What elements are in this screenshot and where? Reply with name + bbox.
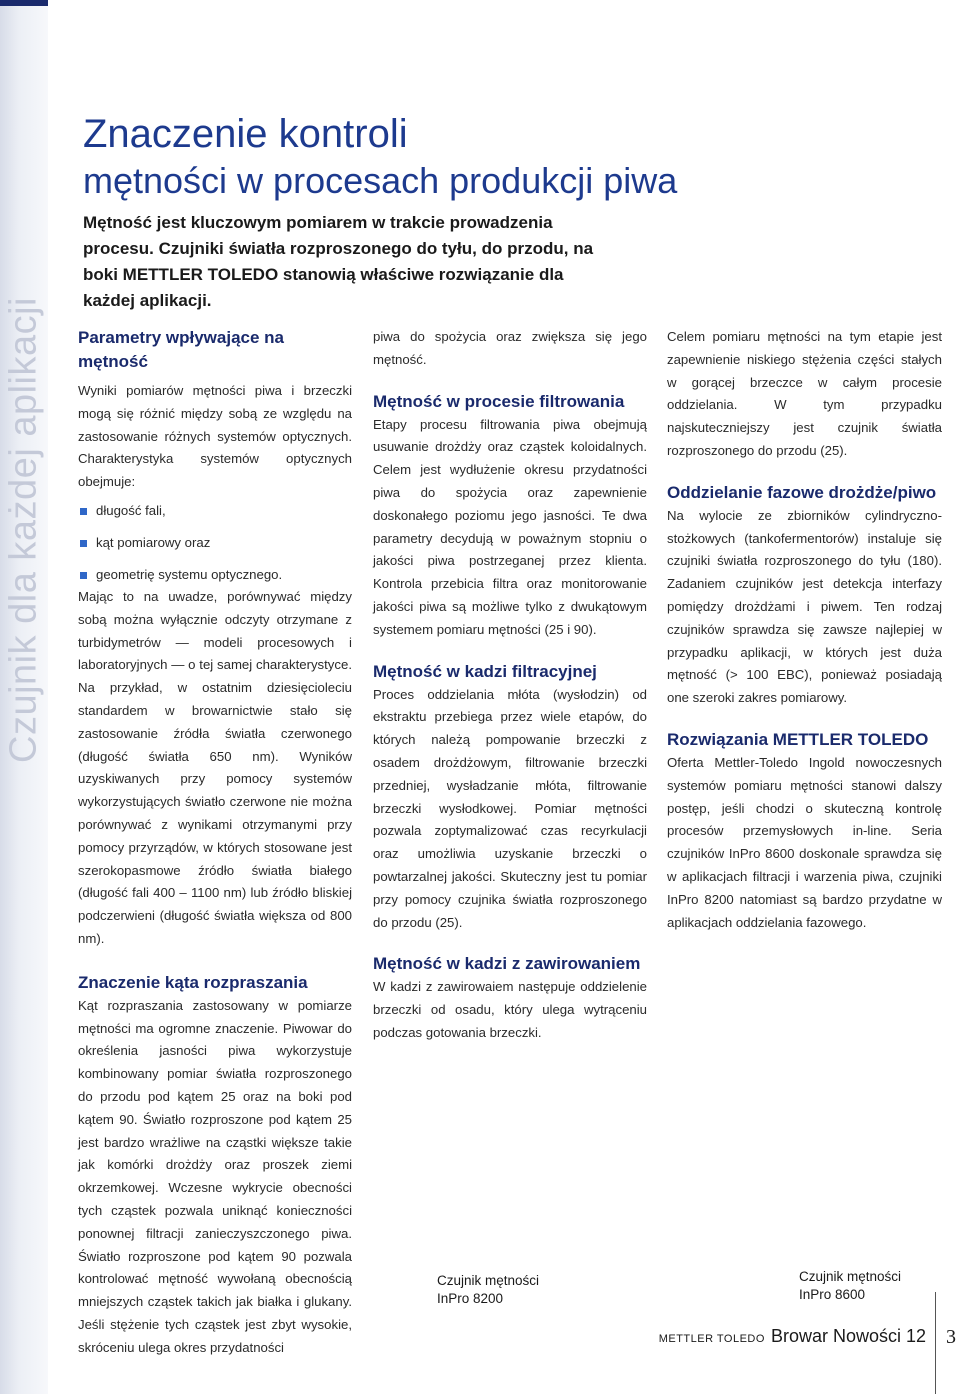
paragraph: Oferta Mettler-Toledo Ingold nowoczesnych systemów pomiaru mętności stanowi dalszy postęp, jeśli chodzi o skuteczną kontrolę procesów przemysłowych in-line. Seria czujników InPro 8600 doskonale sprawdza się w aplikacjach filtracji i warzenia piwa, czujniki InPro 8200 natomiast są bardzo przydatne w aplikacjach oddzielania fazowego.	[667, 754, 942, 930]
sidebar-top-bar	[0, 0, 48, 6]
page-number: 3	[946, 1326, 956, 1348]
footer-divider	[935, 1292, 936, 1394]
page-title-line1: Znaczenie kontroli	[83, 112, 408, 156]
page-title-line2: mętności w procesach produkcji piwa	[83, 160, 678, 201]
paragraph: piwa do spożycia oraz zwiększa się jego mętność.	[373, 329, 647, 367]
list-item-text: kąt pomiarowy oraz	[96, 534, 211, 550]
paragraph: Etapy procesu filtrowania piwa obejmują usuwanie drożdży oraz cząstek koloidalnych. Celem jest wydłużenie okresu przydatności piwa do spożycia oraz zapewnienie doskonałego poziomu jego jasności. Te dwa parametry decydują w poważnym stopniu o jakości piwa postrzeganej przez klienta. Kontrola przebicia filtra oraz monitorowanie jakości piwa są możliwe tylko z dwukątowym systemem pomiaru mętności (25 i 90).	[373, 416, 647, 637]
column-3	[667, 326, 942, 934]
heading-filtration: Mętność w procesie filtrowania	[373, 391, 625, 411]
caption-line: Czujnik mętności	[437, 1273, 540, 1288]
bullet-square-icon	[80, 572, 87, 579]
sidebar-band	[0, 0, 48, 1394]
caption-line: InPro 8200	[437, 1291, 504, 1306]
paragraph: Wyniki pomiarów mętności piwa i brzeczki mogą się różnić między sobą ze względu na zastosowanie różnych systemów optycznych. Charakterystyka systemów optycznych obejmuje:	[78, 383, 352, 490]
sidebar-vertical-title: Czujnik dla każdej aplikacji	[2, 297, 45, 763]
caption-inpro-8200	[437, 1272, 539, 1308]
bullet-list	[78, 500, 352, 586]
heading-scatter-angle: Znaczenie kąta rozpraszania	[78, 972, 308, 992]
column-1	[78, 326, 352, 1359]
list-item	[78, 564, 352, 586]
footer-publication: Browar Nowości 12	[770, 1326, 926, 1346]
caption-line: InPro 8600	[799, 1287, 866, 1302]
column-2	[373, 326, 647, 1045]
heading-whirlpool: Mętność w kadzi z zawirowaniem	[373, 954, 641, 974]
bullet-square-icon	[80, 508, 87, 515]
bullet-square-icon	[80, 540, 87, 547]
heading-yeast-separation: Oddzielanie fazowe drożdże/piwo	[667, 482, 937, 502]
paragraph: Na wylocie ze zbiorników cylindryczno-stożkowych (tankofermentorów) instaluje się czujniki światła rozproszonego do tyłu (180). Zadaniem czujników jest detekcja interfazy pomiędzy drożdżami i piwem. Ten rodzaj czujników sprawdza się zawsze najlepiej w przypadku aplikacji, w których jest duża mętność (> 100 EBC), ponieważ posiadają one szeroki zakres pomiarowy.	[667, 507, 942, 706]
list-item-text: długość fali,	[96, 502, 166, 518]
paragraph: W kadzi z zawirowaiem następuje oddzielenie brzeczki od osadu, który ulega wytrąceniu podczas gotowania brzeczki.	[373, 979, 647, 1040]
footer	[659, 1326, 926, 1347]
paragraph: Kąt rozpraszania zastosowany w pomiarze mętności ma ogromne znaczenie. Piwowar do określenia jasności piwa wykorzystuje kombinowany pomiar światła rozproszonego do przodu pod kątem 25 oraz na boki pod kątem 90. Światło rozproszone pod kątem 25 jest bardzo wrażliwe na cząstki większe takie jak komórki drożdży oraz proszek ziemi okrzemkowej. Wczesne wykrycie obecności tych cząstek pozwala uniknąć konieczności ponownej filtracji zanieczyszczonego piwa. Światło rozproszone pod kątem 90 pozwala kontrolować mętność wywołaną obecnością mniejszych cząstek takich jak białka i glukany. Jeśli stężenie tych cząstek jest zbyt wysokie, skróceniu ulega okres przydatności	[78, 997, 352, 1355]
list-item-text: geometrię systemu optycznego.	[96, 566, 283, 582]
lead-paragraph: Mętność jest kluczowym pomiarem w trakcie prowadzenia procesu. Czujniki światła rozproszonego do tyłu, do przodu, na boki METTLER TOLEDO stanowią właściwe rozwiązanie dla każdej aplikacji.	[83, 213, 594, 310]
list-item	[78, 532, 352, 554]
heading-solutions: Rozwiązania METTLER TOLEDO	[667, 729, 929, 749]
footer-brand: METTLER TOLEDO	[658, 1333, 765, 1345]
paragraph: Mając to na uwadze, porównywać między sobą można wyłącznie odczyty otrzymane z turbidymetrów — modeli procesowych i laboratoryjnych — o tej samej charakterystyce. Na przykład, w ostatnim dziesięcioleciu standardem w browarnictwie stało się zastosowanie źródła światła czerwonego (długość światła 650 nm). Wyników uzyskiwanych przy pomocy systemów wykorzystujących światło czerwone nie można porównywać z wynikami otrzymanymi przy pomocy przyrządów, w których stosowane jest szerokopasmowe źródło światła białego (długość fali 400 – 1100 nm) lub źródło bliskiej podczerwieni (długość światła większa od 800 nm).	[78, 588, 352, 946]
heading-parameters: Parametry wpływające na mętność	[78, 328, 285, 371]
caption-inpro-8600	[799, 1268, 901, 1304]
paragraph: Proces oddzielania młóta (wysłodzin) od ekstraktu przebiega przez wiele etapów, do których należą pompowanie brzeczki z osadem drożdżowym, filtrowanie brzeczki przedniej, wysładzanie młóta, filtrowanie brzeczki wysłodkowej. Pomiar mętności pozwala zoptymalizować czas recyrkulacji oraz umożliwia uzyskanie brzeczki o powtarzalnej jakości. Skuteczny jest tu pomiar przy pomocy czujnika światła rozproszonego do przodu (25).	[373, 686, 647, 930]
caption-line: Czujnik mętności	[799, 1269, 902, 1284]
heading-lauter-tun: Mętność w kadzi filtracyjnej	[373, 661, 597, 681]
list-item	[78, 500, 352, 522]
paragraph: Celem pomiaru mętności na tym etapie jest zapewnienie niskiego stężenia części stałych w gorącej brzeczce w całym procesie oddzielania. W tym przypadku najskuteczniejszy jest czujnik światła rozproszonego do przodu (25).	[667, 329, 942, 458]
